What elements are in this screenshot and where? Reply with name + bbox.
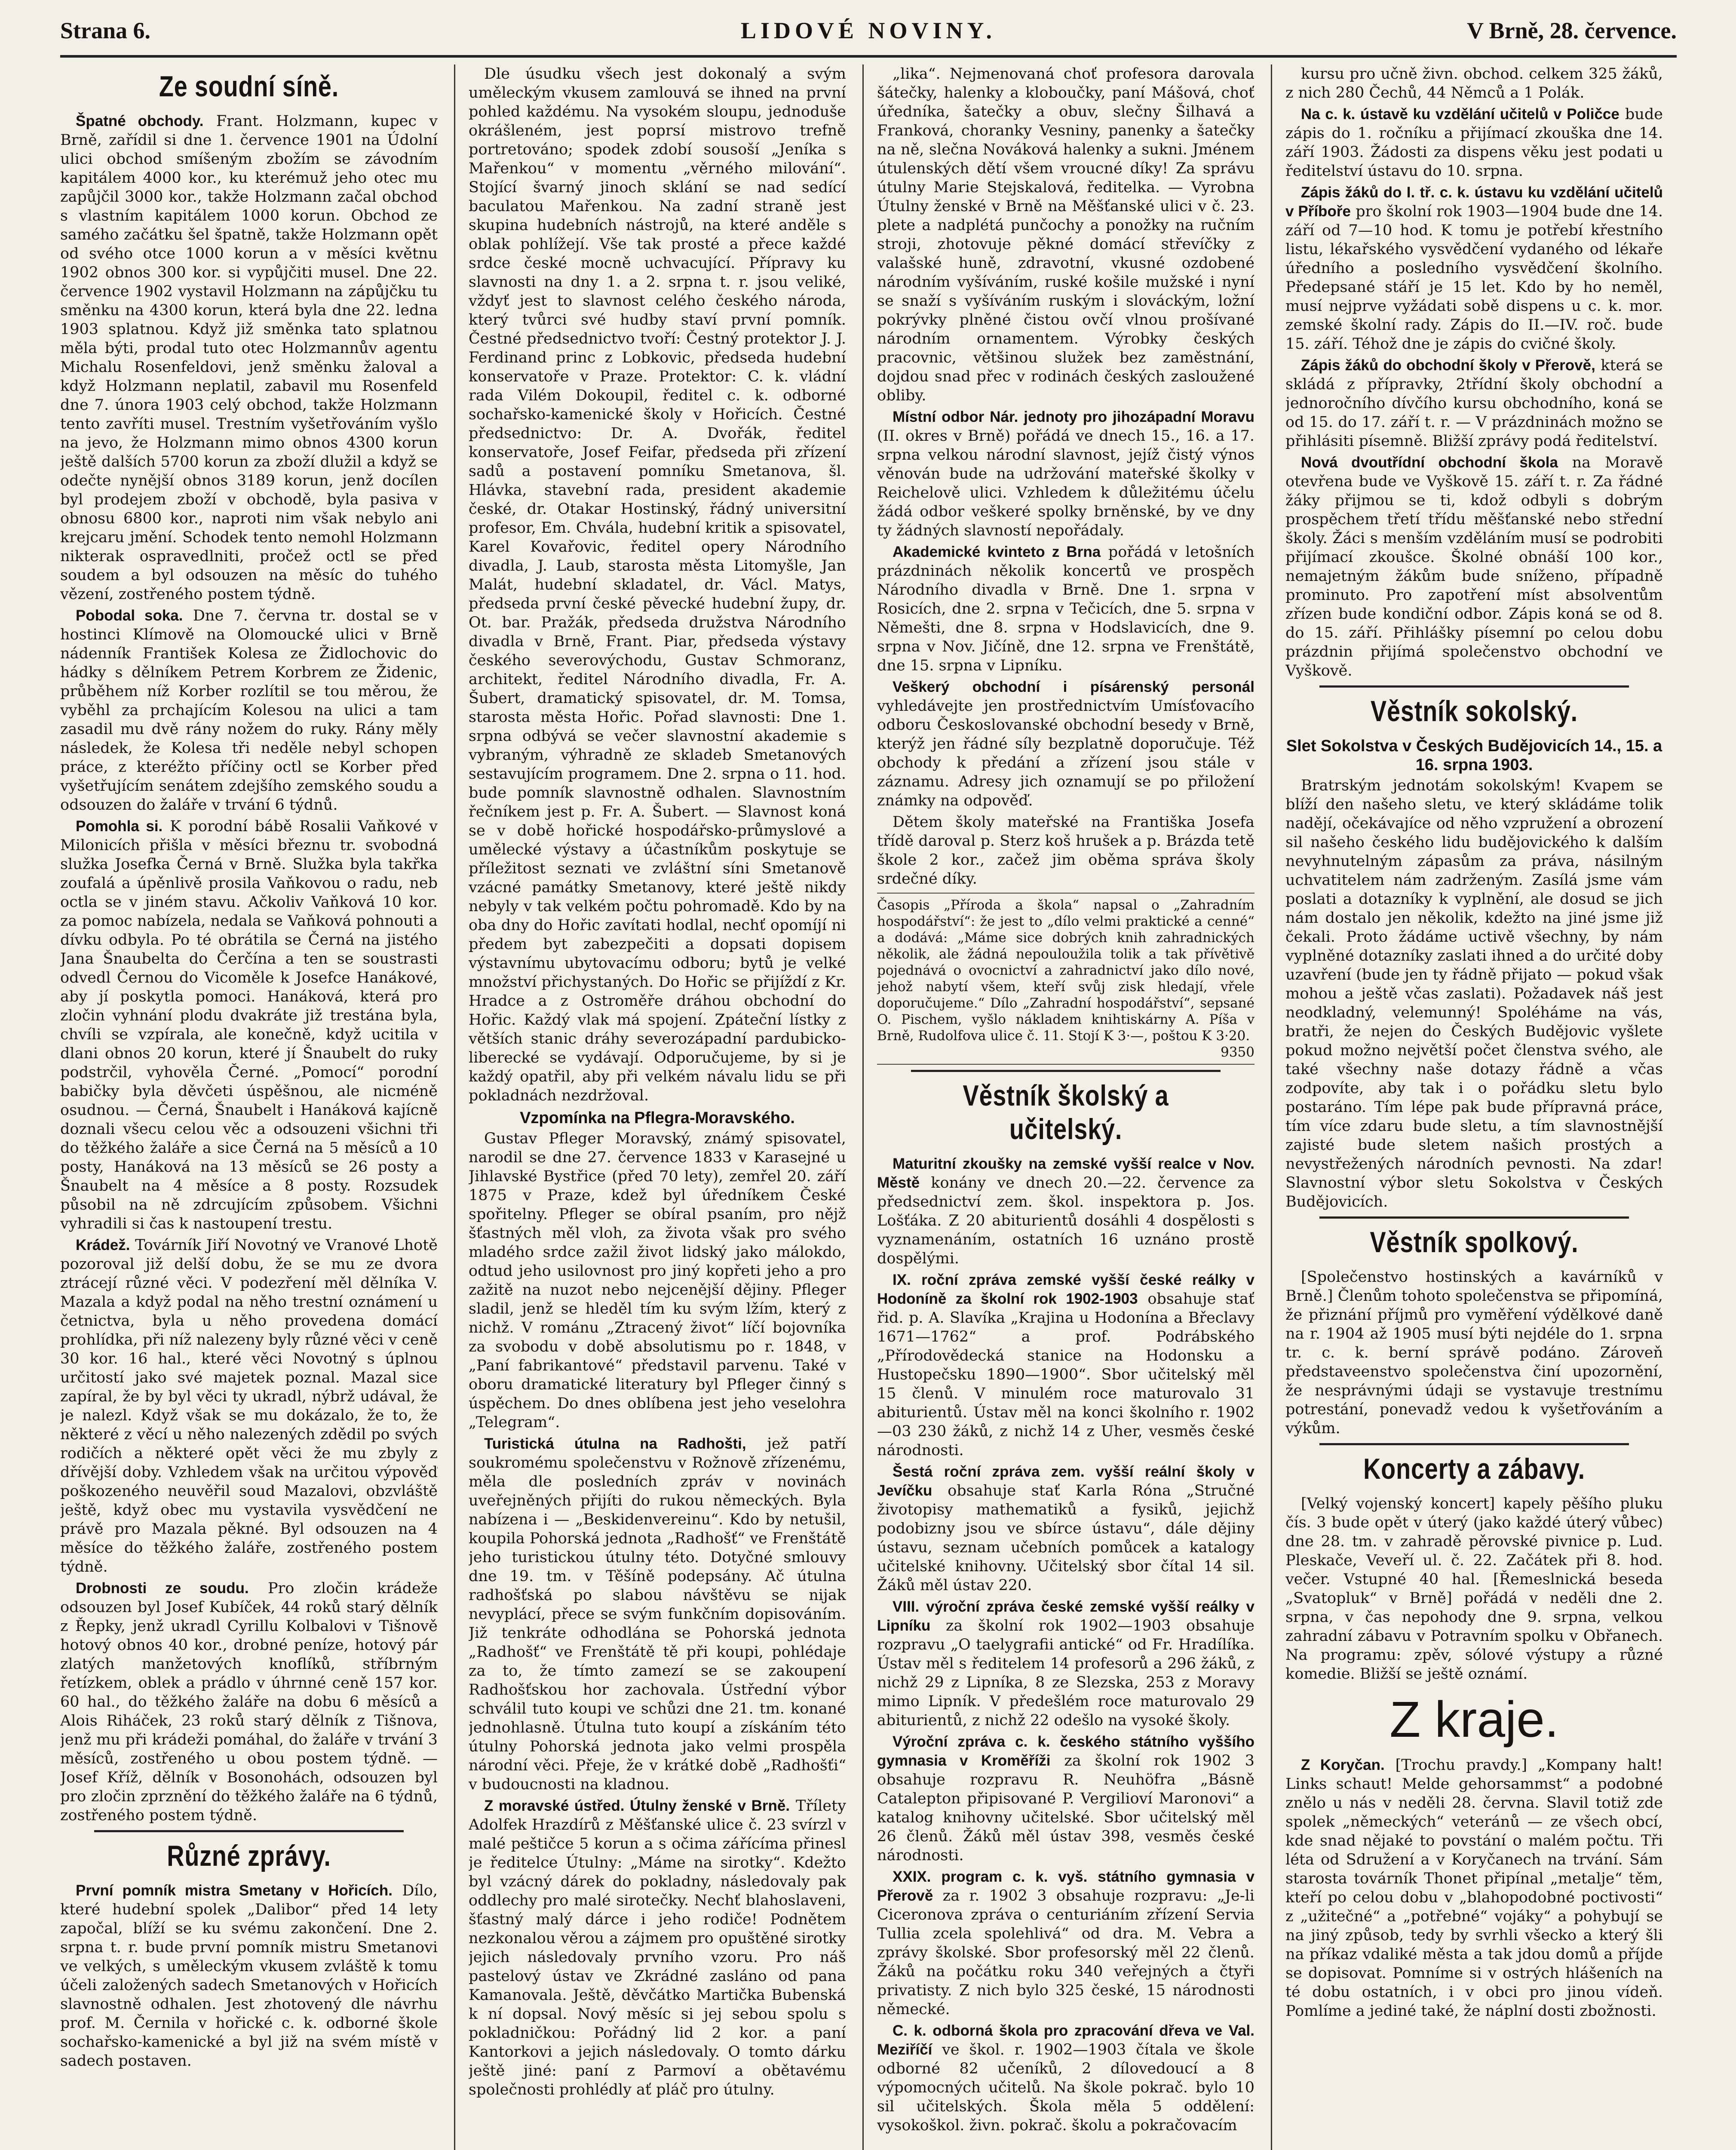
article-body: Bratrským jednotám sokolským! Kvapem se blíží den našeho sletu, ve který skládáme tolik nadějí, očekávajíce od něho vzpružení a obrození sil našeho českého lidu budějovického k dalším nevyhnutelným zápasům za práva, násilným uchvatitelem nám zadrženým. Zasílá jsme vám poslati a dotazníky k vyplnění, ale dosud se jich nám dostalo jen několik, kdežto na jiné jsme již čekali. Proto žádáme uctivě všechny, by nám vyplněné dotazníky zaslati ihned a do určité doby uzavření (bude jen ty řádně přijato — pokud však mohou a ještě včas zaslati). Požadavek náš jest neodkladný, velemunný! Spoléháme na vás, bratři, že nejen do Českých Budějovic vyšlete pokud možno největší počet členstva svého, ale také všechny naše dotazy řádně a včas zodpovíte, aby tak i o pořádku sletu bylo postaráno. Tím lépe pak bude přípravná práce, tím více zdaru bude sletu, a tím slavnostnější zajisté bude sletem našich prostých a nevystřežených národních pevnosti. Na zdar! Slavnostní výbor sletu Sokolstva v Českých Budějovicích. (1285, 777, 1663, 1210)
dateline: V Brně, 28. července. (1467, 18, 1677, 43)
article-title: XXIX. program c. k. vyš. státního gymnasia v Přerově (877, 1868, 1254, 1904)
article (60, 1236, 438, 1576)
newspaper-title: LIDOVÉ NOVINY. (740, 18, 997, 43)
article-body: pro školní rok 1903—1904 bude dne 14. září od 7—10 hod. K tomu je potřebí křestního listu, lékařského vysvědčení vydaného od lékaře úředního a posledního vysvědčení školního. Předepsané stáří je 15 let. Kdo by ho neměl, musí nejprve vyžádati sobě dispens u c. k. mor. zemské školní rady. Zápis do II.—IV. roč. bude 15. září. Téhož dne je zápis do cvičné školy. (1285, 203, 1663, 353)
article (1285, 183, 1663, 353)
article-body: obsahuje stať Karla Róna „Stručné životopisy mathematiků a fysiků, jejichž podobizny jsou ve sbírce ústavu“, dále dějiny ústavu, seznam učebních pomůcek a katalogy učitelské knihovny. Učitelský sbor čítal 14 sil. Žáků měl ústav 220. (877, 1482, 1254, 1594)
ad-text: Časopis „Příroda a škola“ napsal o „Zahradním hospodářství“: že jest to „dílo velmi praktické a cenné“ a dodává: „Máme sice dobrých knih zahradnických několik, ale žádná nepouloužila tolik a tak přívětivě pojednává o ovocnictví a zahradnictví jako dílo nové, jehož nabytí všem, kteří svůj zisk hledají, vřele doporučujeme.“ Dílo „Zahradní hospodářství“, sepsané O. Pischem, vyšlo nákladem knihtiskárny A. Píša v Brně, Rudolfova ulice č. 11. Stojí K 3·—, poštou K 3·20. (877, 897, 1254, 1044)
column-2 (469, 64, 846, 2150)
article-title: Zápis žáků do I. tř. c. k. ústavu ku vzdělání učitelů v Příboře (1285, 184, 1663, 220)
article-title: IX. roční zpráva zemské vyšší české reálky v Hodoníně za školní rok 1902-1903 (877, 1272, 1254, 1307)
article (1285, 105, 1663, 181)
article (1285, 1756, 1663, 2021)
article-title: Veškerý obchodní i písárenský personál (893, 679, 1254, 695)
article (469, 1434, 846, 1794)
article-title: Krádež. (76, 1237, 130, 1253)
column-1 (60, 64, 438, 2150)
article-title: C. k. odborná škola pro zpracování dřeva ve Val. Meziříčí (877, 2022, 1254, 2058)
article-body: Továrník Jiří Novotný ve Vranové Lhotě pozoroval již delší dobu, že se mu ze dvora ztrácejí různé věci. V podezření měl dělníka V. Mazala a když podal na něho trestní oznámení u četnictva, byla u něho provedena domácí prohlídka, při níž nalezeny byly různé věci v ceně 30 kor. 16 hal., které věci Novotný s úplnou určitostí jako své majetek poznal. Mazal sice zapíral, že by byl věci ty ukradl, nýbrž udával, že je nalezl. Když však se mu dokázalo, že to, že některé z věcí u něho nalezených zdědil po svých rodičích a některé opět věci že mu zbyly z dřívější doby. Vzhledem však na určitou výpověď poškozeného neuvěřil soud Mazalovi, obzvláště ještě, když obec mu vystavila vysvědčení ne právě pro Mazala pěkné. Byl odsouzen na 4 měsíce do těžkého žaláře, zostřeného postem týdně. (60, 1237, 438, 1576)
section-heading-sokol: Věstník sokolský. (1319, 685, 1629, 728)
article-body: za školní rok 1902—1903 obsahuje rozpravu „O taelygrafii antické“ od Fr. Hradílíka. Ústav měl s ředitelem 14 profesorů a 296 žáků, z nichž 29 z Lipníka, 8 ze Slezska, 253 z Moravy mimo Lipník. V předešlém roce maturovalo 29 abiturientů, z nichž 22 odešlo na vysoké školy. (877, 1617, 1254, 1729)
page-number: Strana 6. (60, 18, 151, 43)
article-body: bude zápis do 1. ročníku a přijímací zkouška dne 14. září 1903. Žádosti za dispens věku jest podati u ředitelství ústavu do 10. srpna. (1285, 106, 1663, 180)
article-body: Pro zločin krádeže odsouzen byl Josef Kubíček, 44 roků starý dělník z Řepky, jenž ukradl Cyrillu Kolbalovi v Tišnově hotový obnos 40 kor., drobné peníze, hotový pár zlatých manžetových knoflíků, stříbrným řetízkem, oblek a prádlo v úhrnné ceně 157 kor. 60 hal., do těžkého žaláře na dobu 6 měsíců a Alois Riháček, 23 roků starý dělník z Tišnova, jenž mu při krádeži pomáhal, do žaláře v trvání 3 měsíců, zostřeného u obou postem týdně. — Josef Kříž, dělník v Bosonohách, odsouzen byl pro zločin zprznění do těžkého žaláře na 6 týdnů, zostřeného postem týdně. (60, 1580, 438, 1824)
article-body: jež patří soukromému společenstvu v Rožnově zřízenému, měla dle posledních zpráv v novinách uveřejněných přijíti do rukou německých. Byla nabízena i — „Beskidenvereinu“. Kdo by netušil, koupila Pohorská jednota „Radhošť“ ve Frenštátě jeho turistickou útulny této. Dotyčné smlouvy dne 19. tm. v Těšíně podepsány. Ač útulna radhošťská po slabou návštěvu se nijak nevyplácí, přece se svým funkčním dopisováním. Již tenkráte odhodlána se Pohorská jednota „Radhošť“ ve Frenštátě tě při koupi, pohlédaje za to, že tímto zamezí se se zakoupení Radhošťskou hor zachovala. Ústřední výbor schválil tuto koupi ve schůzi dne 21. tm. konané jednohlasně. Útulna tuto koupí a získáním této útulny Pohorská jednota jako velmi prospěla národní věci. Přeje, že v krátké době „Radhošťi“ v budoucnosti na kladnou. (469, 1435, 846, 1793)
article (60, 606, 438, 814)
article-body: Dětem školy mateřské na Františka Josefa třídě daroval p. Sterz koš hrušek a p. Brázda tetě škole 2 kor., začež jim oběma správa školy srdečné díky. (877, 814, 1254, 888)
article (60, 1579, 438, 1825)
article-title: Nová dvoutřídní obchodní škola (1301, 454, 1558, 471)
article-body: Frant. Holzmann, kupec v Brně, zařídil si dne 1. července 1901 na Údolní ulici obchod smíšeným zbožím se závodním kapitálem 4000 kor., ku kterémuž jeho otec mu zapůjčil 3000 kor., takže Holzmann začal obchod s vlastním kapitálem 1000 korun. Obchod ze samého začátku šel špatně, takže Holzmann opět od svého otce 1000 korun a v měsíci květnu 1902 obnos 300 kor. si vypůjčiti musel. Dne 22. července 1902 vystavil Holzmann na zápůjčku tu směnku na 4300 korun, která byla dne 22. ledna 1903 splatnou. Když již směnka tato splatnou měla býti, prodal tuto otec Holzmannův agentu Michalu Rosenfeldovi, jenž směnku žaloval a když Holzmann neplatil, zabavil mu Rosenfeld dne 7. února 1903 celý obchod, takže Holzmann tento zavříti musel. Trestním vyšetřováním vyšlo na jevo, že Holzmann mimo obnos 4300 korun ještě dalších 5700 korun za zboží dlužil a když se odečte nynější obnos 3189 korun, jenž docílen byl prodejem zboží v obchodě, byla pasiva v obnosu 6800 kor., naproti nim však nebylo ani krejcaru jmění. Schodek tento nemohl Holzmann nikterak ospravedlniti, pročež octl se před soudem a byl odsouzen na měsíc do tuhého vězení, zostřeného postem týdně. (60, 113, 438, 603)
article-title: Z Koryčan. (1301, 1757, 1385, 1773)
article (877, 1462, 1254, 1595)
article-title: Na c. k. ústavě ku vzdělání učitelů v Poličce (1301, 106, 1619, 123)
article-title: Maturitní zkoušky na zemské vyšší realce v Nov. Městě (877, 1155, 1254, 1191)
article-body: za školní rok 1902 3 obsahuje rozpravu R. Neuhöfra „Básně Catalepton připisované P. Vergilioví Maronovi“ a katalog knihovny učitelské. Sbor učitelský měl 26 členů. Žáků měl ústav 398, vesměs české národnosti. (877, 1752, 1254, 1864)
section-heading-misc: Různé zprávy. (94, 1830, 404, 1873)
article (877, 678, 1254, 810)
article-body: obsahuje stať řid. p. A. Slavíka „Krajina u Hodonína a Břeclavy 1671—1762“ a prof. Podrábského „Přírodovědecká stanice na Hodonsku a Hustopečsku 1890—1900“. Sbor učitelský měl 15 členů. V minulém roce maturovalo 31 abiturientů. Ústav měl na konci školního r. 1902—03 230 žáků, z nichž 14 z Uher, vesměs české národnosti. (877, 1290, 1254, 1459)
article-continuation: „lika“. Nejmenovaná choť profesora darovala šátečky, halenky a kloboučky, paní Mášová, choť úředníka, šatečky a obuv, slečny Šilhavá a Franková, choranky Vesniny, panenky a šatečky na ně, slečna Nováková halenky a sukni. Jménem útulenských dětí všem vroucné díky! Za správu útulny Marie Stejskalová, ředitelka. — Vyrobna Útulny ženské v Brně na Měšťanské ulici v č. 23. plete a nadplétá punčochy a ponožky na ručním stroji, zhotovuje pěkné domácí střevíčky z valašské huně, zdravotní, vkusné ozdobené národním vyšíváním, ruské košile mužské i nyní se snaží s vyšíváním ruským i slováckým, ložní pokrývky plněné čistou ovčí vlnou prošívané národním ornamentem. Výrobky českých pracovnic, většinou služek bez zaměstnání, dojdou snad přec v rodinách českých zasloužené obliby. (877, 65, 1254, 404)
article (60, 817, 438, 1233)
article-body: pořádá v letošních prázdninách několik koncertů ve prospěch Národního divadla v Brně. Dne 1. srpna v Rosicích, dne 2. srpna v Tečicích, dne 5. srpna v Němešti, dne 8. srpna v Hodslavicích, dne 9. srpna v Nov. Jičíně, dne 12. srpna ve Frenštátě, dne 15. srpna v Lipníku. (877, 544, 1254, 674)
column-4 (1285, 64, 1663, 2150)
article-title: Pobodal soka. (76, 607, 183, 624)
article-title: Akademické kvinteto z Brna (893, 544, 1101, 560)
article (469, 1797, 846, 2099)
article (877, 1732, 1254, 1865)
article-body: ve škol. r. 1902—1903 čítala ve škole odborné 82 učeníků, 2 dílovedoucí a 8 výpomocných učitelů. Na škole pokrač. bylo 10 sil učitelských. Škola měla 5 oddělení: vysokoškol. živn. pokrač. školu a pokračovacím (877, 2041, 1254, 2134)
article (60, 112, 438, 604)
article-body: Gustav Pfleger Moravský, známý spisovatel, narodil se dne 27. července 1833 v Karasejné u Jihlavské Bystřice (před 70 lety), zemřel 20. září 1875 v Praze, kdež byl úředníkem České spořitelny. Pfleger se obíral psaním, pro nějž šťastných měl vloh, za života však pro svého mladého srdce zažil život lidský jako málokdo, odtud jeho usilovnost pro jiný kopřeti jeho a pro zažitě na nuzot nebo nejcenější dějiny. Pfleger sladil, jenž se hleděl tím ku svým lžím, který z nichž. V románu „Ztracený život“ líčí bojovníka za svobodu v době absolutismu po r. 1848, v „Paní fabrikantové“ představil parvenu. Také v oboru dramatické literatury byl Pfleger činný s úspěchem. Do dnes oblíbena jest jeho veselohra „Telegram“. (469, 1130, 846, 1431)
section-heading-court: Ze soudní síně. (159, 70, 339, 103)
article (60, 1881, 438, 2070)
article-body: (II. okres v Brně) pořádá ve dnech 15., 16. a 17. srpna velkou národní slavnost, jejíž čistý výnos věnován bude na udržování mateřské školky v Reichelově ulici. Vzhledem k důležitému účelu žádá odbor veškeré spolky brněnské, by ve dny ty žádných slavností nepořádaly. (877, 427, 1254, 539)
article-body: na Moravě otevřena bude ve Vyškově 15. září t. r. Za řádné žáky přijmou se ti, kdož odbyli s dobrým prospěchem třetí třídu měšťanské nebo střední školy. Žáci s menším vzděláním musí se podrobiti přijímací zkoušce. Školné obnáší 100 kor., nemajetným žákům bude sníženo, případně prominuto. Pro zapotření míst absolventům zřízen bude kondiční odbor. Zápis koná se od 8. do 15. září. Přihlášky písemní po celou dobu prázdnin přijímá společenstvo obchodní ve Vyškově. (1285, 454, 1663, 679)
article (877, 408, 1254, 540)
article-title: Zápis žáků do obchodní školy v Přerově, (1301, 357, 1595, 374)
column-3 (877, 64, 1254, 2150)
article (877, 1597, 1254, 1730)
article-title: Pomohla si. (76, 818, 163, 835)
article-body: vyhledávejte jen prostřednictvím Umísťovacího odboru Českoslovanské obchodní besedy v Brně, kterýž jen řádné síly bezplatně doporučuje. Též obchody k předání a zřízení jsou stále v záznamu. Adresy jich oznamují se po přiložení známky na odpověď. (877, 697, 1254, 809)
article-title: První pomník mistra Smetany v Hořicích. (76, 1882, 393, 1899)
masthead (60, 8, 1677, 58)
article-title: Šestá roční zpráva zem. vyšší reální školy v Jevíčku (877, 1463, 1254, 1499)
ad-number: 9350 (1221, 1044, 1254, 1060)
article (1285, 453, 1663, 680)
article-title: Špatné obchody. (76, 113, 204, 129)
article-title: Z moravské ústřed. Útulny ženské v Brně. (484, 1797, 790, 1814)
article-title: Místní odbor Nár. jednoty pro jihozápadní Moravu (893, 408, 1254, 425)
article (877, 1271, 1254, 1460)
article-title: Výroční zpráva c. k. českého státního vyššího gymnasia v Kroměříži (877, 1733, 1254, 1769)
column-rule (862, 64, 864, 2150)
article (877, 1867, 1254, 2019)
section-heading-school: Věstník školský a učitelský. (911, 1070, 1221, 1146)
article-continuation: kursu pro učně živn. obchod. celkem 325 žáků, z nich 280 Čechů, 44 Němců a 1 Polák. (1285, 65, 1663, 101)
article-title: Turistická útulna na Radhošti, (484, 1435, 746, 1452)
section-heading-region: Z kraje. (1389, 1691, 1559, 1748)
article-body: K porodní bábě Rosalii Vaňkové v Milonicích přišla v měsíci březnu tr. svobodná služka Josefka Černá v Brně. Služka byla takřka zoufalá a úpěnlivě prosila Vaňkovou o radu, neb octla se v jiném stavu. Ačkoliv Vaňková 10 kor. za pomoc nabízela, nedala se Vaňková pohnouti a dívku odbyla. Po té obrátila se Černá na jistého Jana Šnaubelta do Čerčína a ten se soustrasti odvedl Černou do Vicoměle k Josefce Hanákové, aby jí poskytla pomoci. Hanáková, která pro zločin vyhnání plodu dvakráte již trestána byla, chvíli se vzpírala, ale konečně, když ucitila v dlani obnos 20 korun, které jí Šnaubelt do ruky podstrčil, vyhověla Černé. „Pomocí“ porodní babičky byla děvčeti úspěšnou, ale nicméně osudnou. — Černá, Šnaubelt i Hanáková kajícně doznali všecu celou věc a odsouzeni všichni tři do těžkého žaláře a sice Černá na 5 měsíců a 10 posty, Hanáková na 13 měsíců se 26 posty a Šnaubelt na 4 měsíce a 8 posty. Rozsudek působil na ně zdrcujícím způsobem. Všichni vyhradili si čas k nastoupení trestu. (60, 818, 438, 1232)
column-rule (454, 64, 455, 2150)
article-body: za r. 1902 3 obsahuje rozpravu: „Je-li Ciceronova zpráva o centuriáním zřízení Servia Tullia zcela spolehlivá“ od dra. M. Vebra a zprávy školské. Sbor profesorský měl 22 členů. Žáků na počátku roku 340 veřejných a čtyři privatisty. Z nich bylo 325 české, 15 národnosti německé. (877, 1887, 1254, 2018)
article-body: konány ve dnech 20.—22. července za předsednictví zem. škol. inspektora p. Jos. Lošťáka. Z 20 abiturientů dosáhli 4 dospělosti s vyznamenáním, ostatních 16 uznáno prostě dospělými. (877, 1174, 1254, 1267)
column-rule (1271, 64, 1272, 2150)
article-title: VIII. výroční zpráva české zemské vyšší reálky v Lipníku (877, 1598, 1254, 1634)
article-body: Dílo, které hudební spolek „Dalibor“ před 14 lety započal, blíží se ku svému zakončení. Dne 2. srpna t. r. bude první pomník mistru Smetanovi ve velkých, s uměleckým vkusem zvláště k tomu účeli založených sadech Smetanových v Hořicích slavnostně odhalen. Jest zhotovený dle návrhu prof. M. Černila v hořické c. k. odborné škole sochařsko-kamenické a byl již na svém místě v sadech postaven. (60, 1882, 438, 2070)
article-body: [Společenstvo hostinských a kavárníků v Brně.] Členům tohoto společenstva se připomíná, že přiznání příjmů pro vyměření výdělkové daně na r. 1904 až 1905 musí býti nejdéle do 1. srpna tr. c. k. berní správě podáno. Zároveň představeenstvo společenstva činí upozornění, že nesprávnými údaji se vystavuje trestnímu potrestání, ponevadž vedou k vyšetřováním a výkům. (1285, 1268, 1663, 1437)
article-heading: Vzpomínka na Pflegra-Moravského. (520, 1109, 795, 1127)
section-heading-concerts: Koncerty a zábavy. (1319, 1443, 1629, 1486)
article-body: [Velký vojenský koncert] kapely pěšího pluku čís. 3 bude opět v úterý (jako každé úterý vůbec) dne 28. tm. v zahradě pěrovské pivnice p. Lud. Pleskače, Veveří ul. č. 22. Začátek při 8. hod. večer. Vstupné 40 hal. [Řemeslnická beseda „Svatopluk“ v Brně] pořádá v neděli dne 2. srpna, v čas nepohody dne 9. srpna, velkou zahradní zábavu v Potravním spolku v Obřanech. Na programu: zpěv, sólové výstupy a různé komedie. Bližší se ještě oznámí. (1285, 1495, 1663, 1683)
article-heading: Slet Sokolstva v Českých Budějovicích 14., 15. a 16. srpna 1903. (1286, 737, 1662, 774)
article (1285, 356, 1663, 451)
article-body: která se skládá z přípravky, 2třídní školy obchodní a jednoročního dívčího kursu obchodního, koná se od 15. do 17. září t. r. — V prázdninách možno se přihlásiti písemně. Bližší zprávy podá ředitelství. (1285, 357, 1663, 450)
section-heading-clubs: Věstník spolkový. (1319, 1216, 1629, 1259)
article (877, 2021, 1254, 2135)
article-body: Třílety Adolfek Hrazdírů z Měšťanské ulice č. 23 svírzl v malé peštičce 5 korun a s očima zářícíma přinesl je ředitelce Útulny: „Máme na sirotky“. Kdežto byl vzácný dárek do pokladny, následovaly pak oddlechy pro malé sirotečky. Nechť blahoslaveni, šťastný malý dárce i jeho rodiče! Podnětem nezkonalou věrou a zájmem pro opuštěné sirotky jejich následovaly prvního vzoru. Pro náš pastelový ústav ve Zkrádné zasláno od pana Kamanovala. Ještě, děvčátko Martička Bubenská k ní dopsal. Nový měsíc si jej sebou spolu s pokladničkou: Pořádný lid 2 kor. a paní Kantorkovi a jejich následovaly. O tomto dárku ještě jiné: paní z Parmoví a obětavému společnosti prohlédly ať pláč pro útulny. (469, 1797, 846, 2098)
article (877, 1155, 1254, 1268)
article-body: Dne 7. června tr. dostal se v hostinci Klímově na Olomoucké ulici v Brně nádenník František Kolesa ze Židlochovic do hádky s dělníkem Petrem Korbrem ze Židenic, průběhem níž Korber rozlítil se tou měrou, že vyběhl za prchajícím Kolesou na ulici a tam zasadil mu dvě rány nožem do ruky. Rány měly následek, že Kolesa tři neděle nebyl schopen práce, z kteréžto příčiny octl se Korber před vyšetřujícím senátem zdejšího zemského soudu a odsouzen do žaláře v trvání 6 týdnů. (60, 607, 438, 814)
article (877, 543, 1254, 675)
advertisement (877, 893, 1254, 1065)
article-title: Drobnosti ze soudu. (76, 1580, 249, 1597)
article-continuation: Dle úsudku všech jest dokonalý a svým uměleckým vkusem zamlouvá se ihned na první pohled každému. Na vysokém sloupu, jednoduše okrášleném, jest poprsí mistrovo trefně portretováno; spodek zdobí sousoší „Jeníka s Mařenkou“ v momentu „věrného milování“. Stojící švarný jinoch sklání se nad sedící baculatou Mařenkou. Na zadní straně jest skupina hudebních nástrojů, na které anděle s oblak pohlížejí. Vše tak prosté a přece každé srdce české mocně uchvacující. Přípravy ku slavnosti na dny 1. a 2. srpna t. r. jsou veliké, vždyť jest to slavnost celého českého národa, který tvůrci své hudby staví první pomník. Čestné předsednictvo tvoří: Čestný protektor J. J. Ferdinand princ z Lobkovic, předseda hudební konservatoře v Praze. Protektor: C. k. vládní rada Vilém Dokoupil, ředitel c. k. odborné sochařsko-kamenické školy v Hořicích. Čestné předsednictvo: Dr. A. Dvořák, ředitel konservatoře, Josef Feifar, předseda při zřízení sadů a postavení pomníku Smetanova, šl. Hlávka, stavební rada, president akademie české, dr. Otakar Hostinský, řádný universitní profesor, Em. Chvála, hudební kritik a spisovatel, Karel Kovařovic, ředitel opery Národního divadla, J. Laub, starosta města Litomyšle, Jan Malát, hudební skladatel, dr. Václ. Matys, předseda první české pěvecké hudební župy, dr. Ot. bar. Pražák, předseda družstva Národního divadla v Brně, Frant. Piar, předseda výstavy českého severovýchodu, Gustav Schmoranz, architekt, ředitel Národního divadla, Fr. A. Šubert, dramatický spisovatel, dr. M. Tomsa, starosta města Hořic. Pořad slavnosti: Dne 1. srpna odbývá se večer slavnostní akademie s vybraným, výhradně ze skladeb Smetanových sestavujícím programem. Dne 2. srpna o 11. hod. bude pomník slavnostně odhalen. Slavnostním řečníkem jest p. Fr. A. Šubert. — Slavnost koná se v době hořické hospodářsko-průmyslové a umělecké výstavy a účastníkům poskytuje se příležitost seznati ve zvláštní síni Smetanově vzácné památky Smetanovy, které ještě nikdy nebyly v tak velkém počtu pohromadě. Kdo by na oba dny do Hořic zavítati hodlal, nechť opomíjí ni předem byt zabezpečiti a dopsati dopisem výstavnímu ubytovacímu odboru; bytů je velké množství přichystaných. Do Hořic se přijíždí z Kr. Hradce a z Ostroměře dráhou obchodní do Hořic. Každý vlak má spojení. Zpáteční lístky z větších stanic dráhy severozápadní pardubicko-liberecké se vydávají. Odporučujeme, by si je každý opatřil, aby při velkém návalu lidu se při pokladnách nezdržoval. (469, 65, 846, 1104)
article-body: [Trochu pravdy.] „Kompany halt! Links schaut! Melde gehorsammst“ a podobné znělo u nás v neděli 28. června. Slavil totiž zde spolek „německých“ veteránů — ze všech obcí, kde snad nějaké to povstání o malém počtu. Tři léta od Sdružení a v Koryčanech na trvání. Sám starosta továrník Thonet připínal „metalje“ těm, kteří po celou dobu v „blahopodobné poctivosti“ z „užitečné“ a „potřebné“ vojáky“ a pohybují se na jiný způsob, tedy by svrhli všecko a který šli na příkaz vdaliké města a tak jdou domů a příjde se dopisovat. Pomníme si v ostrých hlášeních na té dobu ostatních, i v obci pro jinou vídeň. Pomlíme a jediné také, že náplní dosti zbožnosti. (1285, 1757, 1663, 2020)
